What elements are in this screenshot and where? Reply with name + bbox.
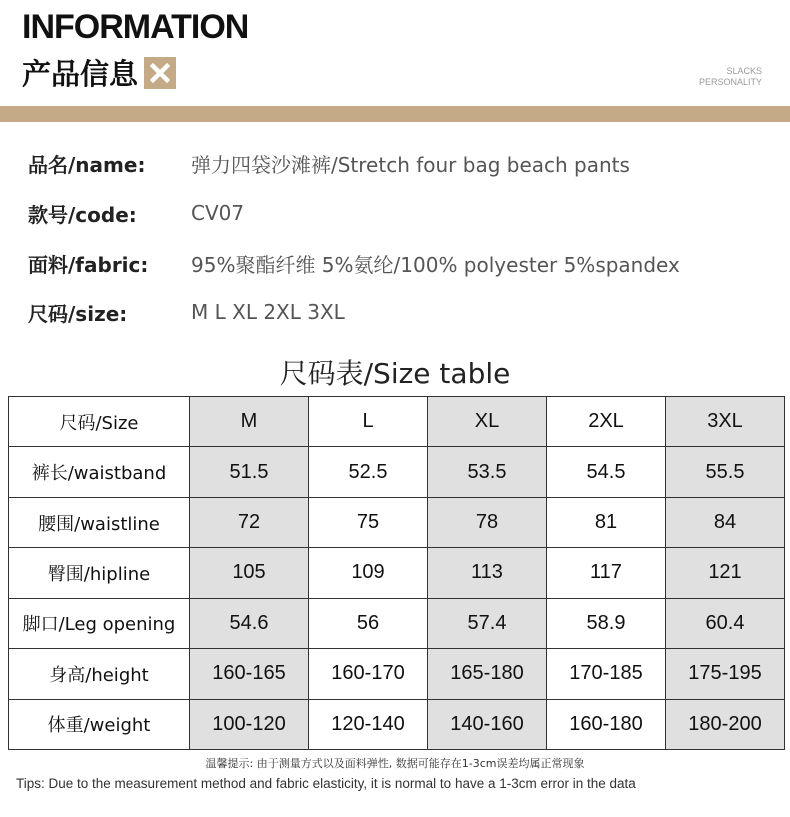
header-divider-band bbox=[0, 106, 790, 122]
table-cell: 57.4 bbox=[428, 598, 547, 648]
size-table-title: 尺码表/Size table bbox=[279, 357, 511, 390]
table-cell: 160-165 bbox=[190, 649, 309, 699]
table-row-label: 脚口/Leg opening bbox=[9, 598, 190, 648]
table-row bbox=[9, 497, 785, 547]
table-cell: 121 bbox=[666, 548, 785, 598]
brand-tag-line2: PERSONALITY bbox=[698, 77, 762, 87]
table-cell: 75 bbox=[309, 497, 428, 547]
table-cell: 54.5 bbox=[547, 447, 666, 497]
table-row-label: 臀围/hipline bbox=[9, 548, 190, 598]
info-value: CV07 bbox=[191, 201, 245, 225]
table-row bbox=[9, 548, 785, 598]
footnote-en: Tips: Due to the measurement method and fabric elasticity, it is normal to have a 1-3cm error in the data bbox=[16, 776, 636, 791]
info-row-code bbox=[28, 198, 244, 228]
table-cell: 81 bbox=[547, 497, 666, 547]
table-cell: 120-140 bbox=[309, 699, 428, 749]
table-cell: 170-185 bbox=[547, 649, 666, 699]
info-label: 款号/code: bbox=[28, 202, 137, 227]
table-cell: 56 bbox=[309, 598, 428, 648]
table-header-cell: 2XL bbox=[547, 397, 666, 447]
table-cell: 60.4 bbox=[666, 598, 785, 648]
table-cell: 109 bbox=[309, 548, 428, 598]
info-label: 面料/fabric: bbox=[28, 252, 149, 277]
table-cell: 51.5 bbox=[190, 447, 309, 497]
table-cell: 160-180 bbox=[547, 699, 666, 749]
info-row-name bbox=[28, 148, 630, 178]
section-heading bbox=[22, 52, 176, 93]
table-cell: 52.5 bbox=[309, 447, 428, 497]
table-cell: 72 bbox=[190, 497, 309, 547]
table-row-label: 身高/height bbox=[9, 649, 190, 699]
table-cell: 113 bbox=[428, 548, 547, 598]
table-cell: 53.5 bbox=[428, 447, 547, 497]
table-header-cell: L bbox=[309, 397, 428, 447]
brand-tag bbox=[699, 66, 762, 88]
table-cell: 160-170 bbox=[309, 649, 428, 699]
table-row bbox=[9, 447, 785, 497]
table-cell: 117 bbox=[547, 548, 666, 598]
table-row bbox=[9, 598, 785, 648]
table-cell: 58.9 bbox=[547, 598, 666, 648]
page-title: INFORMATION bbox=[22, 8, 249, 46]
brand-tag-line1: SLACKS bbox=[726, 66, 762, 76]
table-header-row bbox=[9, 397, 785, 447]
table-cell: 175-195 bbox=[666, 649, 785, 699]
table-header-cell: XL bbox=[428, 397, 547, 447]
table-row bbox=[9, 699, 785, 749]
table-cell: 105 bbox=[190, 548, 309, 598]
table-cell: 54.6 bbox=[190, 598, 309, 648]
table-cell: 84 bbox=[666, 497, 785, 547]
section-heading-text: 产品信息 bbox=[22, 57, 139, 91]
table-row bbox=[9, 649, 785, 699]
table-cell: 78 bbox=[428, 497, 547, 547]
table-header-cell: 尺码/Size bbox=[9, 397, 190, 447]
info-value: 弹力四袋沙滩裤/Stretch four bag beach pants bbox=[191, 152, 630, 177]
table-row-label: 裤长/waistband bbox=[9, 447, 190, 497]
info-value: 95%聚酯纤维 5%氨纶/100% polyester 5%spandex bbox=[191, 252, 680, 277]
info-label: 品名/name: bbox=[28, 152, 146, 177]
table-cell: 55.5 bbox=[666, 447, 785, 497]
footnote-cn: 温馨提示: 由于测量方式以及面料弹性, 数据可能存在1-3cm误差均属正常现象 bbox=[205, 757, 585, 770]
table-header-cell: 3XL bbox=[666, 397, 785, 447]
table-cell: 165-180 bbox=[428, 649, 547, 699]
info-row-size bbox=[28, 297, 345, 327]
info-value: M L XL 2XL 3XL bbox=[191, 300, 345, 324]
table-header-cell: M bbox=[190, 397, 309, 447]
table-cell: 100-120 bbox=[190, 699, 309, 749]
info-row-fabric bbox=[28, 248, 680, 278]
info-label: 尺码/size: bbox=[28, 301, 128, 326]
table-cell: 140-160 bbox=[428, 699, 547, 749]
table-cell: 180-200 bbox=[666, 699, 785, 749]
table-row-label: 体重/weight bbox=[9, 699, 190, 749]
x-icon bbox=[144, 57, 176, 89]
table-row-label: 腰围/waistline bbox=[9, 497, 190, 547]
size-table bbox=[8, 396, 785, 750]
